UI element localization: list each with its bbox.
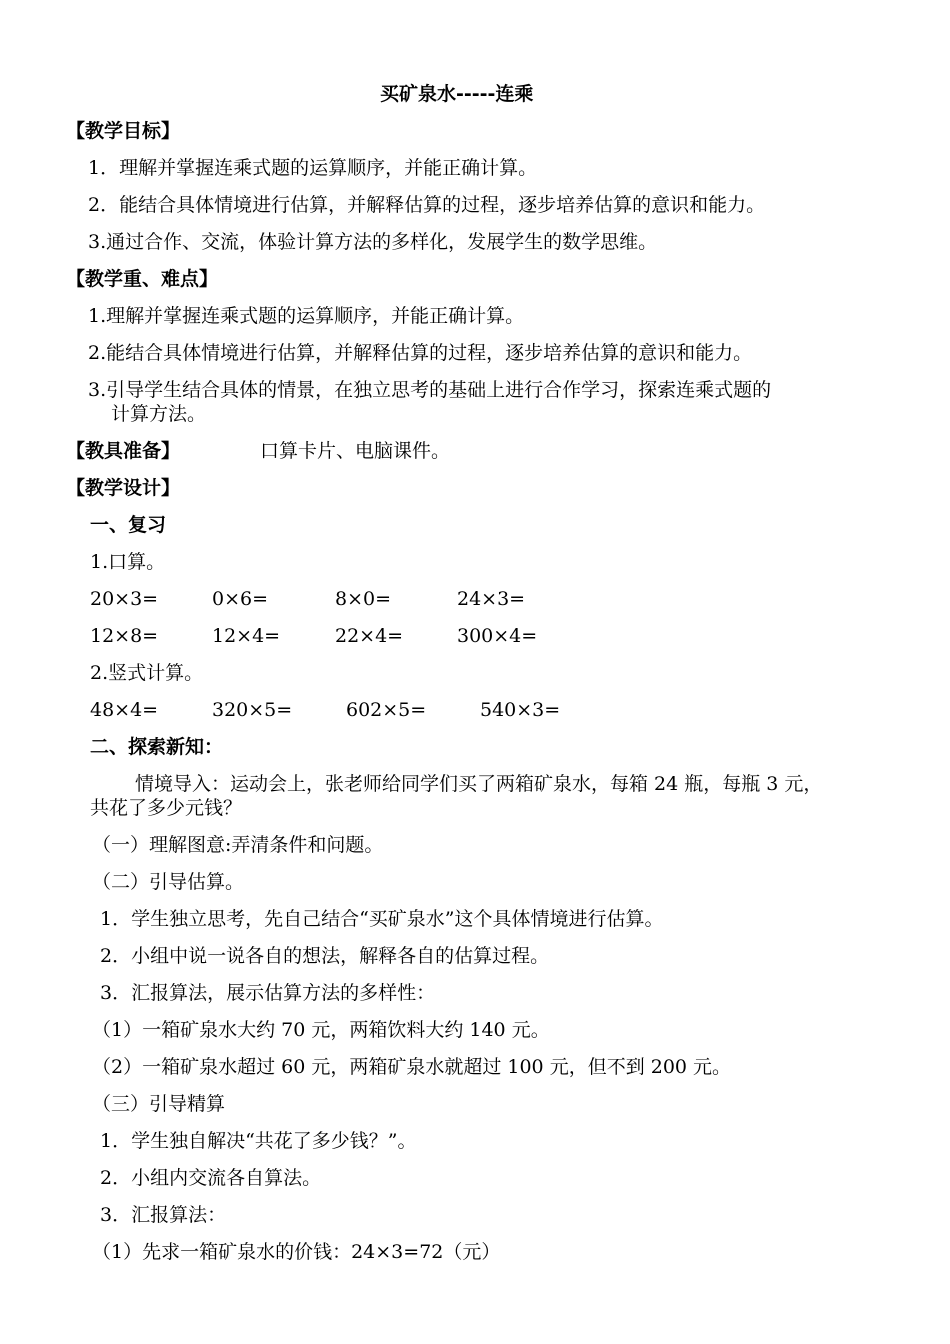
situation-text-continued: 共花了多少元钱？ (90, 797, 243, 819)
explore-line: （二）引导估算。 (92, 871, 245, 893)
oral-calc-item: 8×0= (335, 588, 392, 610)
vertical-calc-item: 540×3= (480, 699, 561, 721)
objective-item: 2．能结合具体情境进行估算，并解释估算的过程，逐步培养估算的意识和能力。 (88, 194, 766, 216)
oral-calc-item: 12×8= (90, 625, 159, 647)
explore-line: 3．汇报算法： (100, 1204, 227, 1226)
vertical-calc-label: 2.竖式计算。 (90, 662, 204, 684)
situation-text: 情境导入：运动会上，张老师给同学们买了两箱矿泉水，每箱 24 瓶，每瓶 3 元， (135, 773, 823, 795)
review-heading: 一、复习 (90, 514, 167, 536)
explore-line: （三）引导精算 (92, 1093, 226, 1115)
design-heading: 【教学设计】 (66, 477, 181, 499)
oral-calc-item: 20×3= (90, 588, 159, 610)
oral-calc-item: 22×4= (335, 625, 404, 647)
explore-line: 2．小组中说一说各自的想法，解释各自的估算过程。 (100, 945, 550, 967)
vertical-calc-item: 320×5= (212, 699, 293, 721)
oral-calc-label: 1.口算。 (90, 551, 166, 573)
objectives-heading: 【教学目标】 (66, 120, 181, 142)
key-point-item-continued: 计算方法。 (111, 403, 207, 425)
explore-line: 1．学生独立思考，先自己结合“买矿泉水”这个具体情境进行估算。 (100, 908, 664, 930)
page-title: 买矿泉水-----连乘 (380, 83, 534, 105)
explore-line: 3．汇报算法，展示估算方法的多样性： (100, 982, 436, 1004)
explore-line: 2．小组内交流各自算法。 (100, 1167, 322, 1189)
oral-calc-item: 300×4= (457, 625, 538, 647)
key-point-item: 1.理解并掌握连乘式题的运算顺序，并能正确计算。 (88, 305, 525, 327)
materials-text: 口算卡片、电脑课件。 (260, 440, 451, 462)
explore-line: （2）一箱矿泉水超过 60 元，两箱矿泉水就超过 100 元，但不到 200 元。 (92, 1056, 732, 1078)
explore-line: （1）一箱矿泉水大约 70 元，两箱饮料大约 140 元。 (92, 1019, 550, 1041)
explore-line: （1）先求一箱矿泉水的价钱：24×3=72（元） (92, 1241, 501, 1263)
key-point-item: 2.能结合具体情境进行估算，并解释估算的过程，逐步培养估算的意识和能力。 (88, 342, 753, 364)
vertical-calc-item: 602×5= (346, 699, 427, 721)
objective-item: 3.通过合作、交流，体验计算方法的多样化，发展学生的数学思维。 (88, 231, 658, 253)
key-points-heading: 【教学重、难点】 (66, 268, 219, 290)
objective-item: 1．理解并掌握连乘式题的运算顺序，并能正确计算。 (88, 157, 538, 179)
oral-calc-item: 0×6= (212, 588, 269, 610)
explore-heading: 二、探索新知： (90, 736, 224, 758)
explore-line: 1．学生独自解决“共花了多少钱？”。 (100, 1130, 417, 1152)
explore-line: （一）理解图意:弄清条件和问题。 (92, 834, 384, 856)
oral-calc-item: 24×3= (457, 588, 526, 610)
oral-calc-item: 12×4= (212, 625, 281, 647)
materials-heading: 【教具准备】 (66, 440, 181, 462)
vertical-calc-item: 48×4= (90, 699, 159, 721)
key-point-item: 3.引导学生结合具体的情景，在独立思考的基础上进行合作学习，探索连乘式题的 (88, 379, 772, 401)
